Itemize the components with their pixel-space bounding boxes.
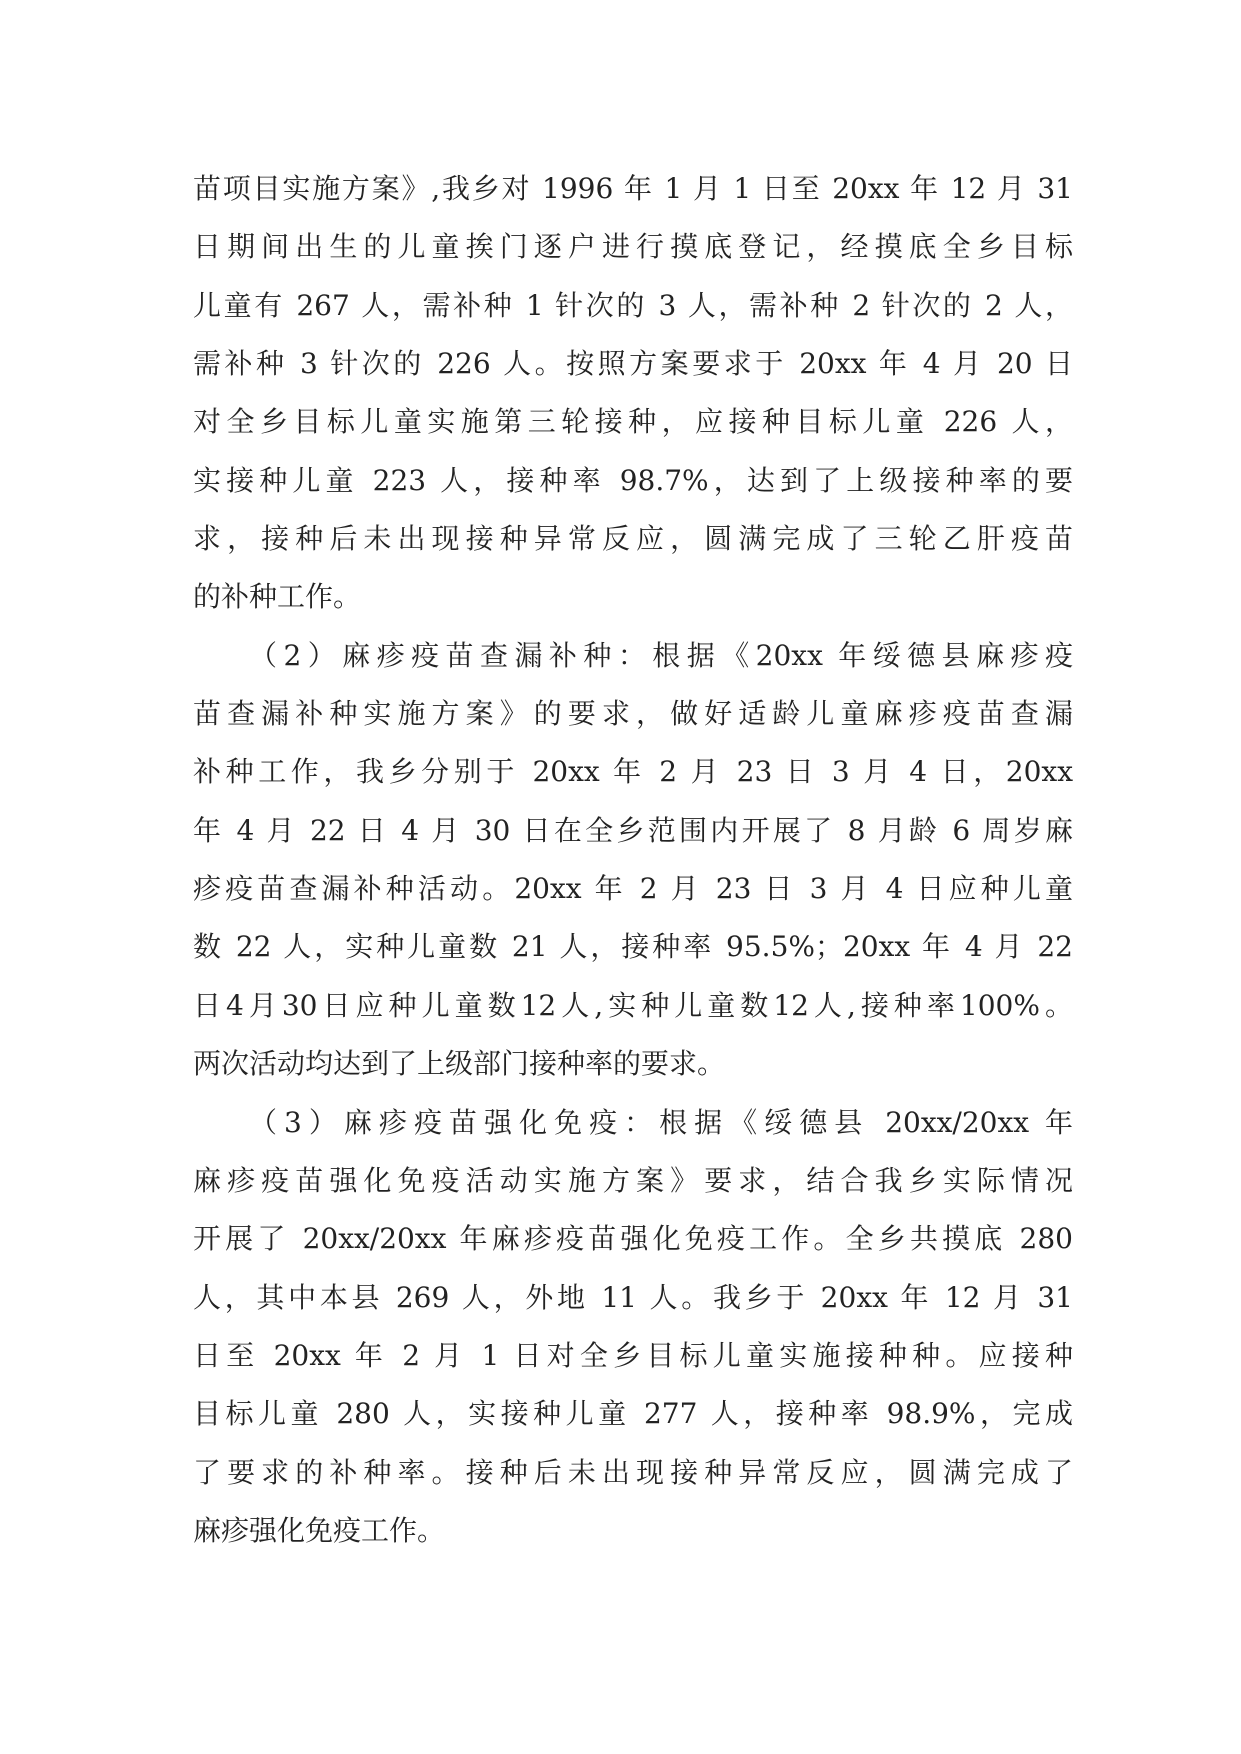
- text-line: 日期间出生的儿童挨门逐户进行摸底登记，经摸底全乡目标: [193, 230, 1073, 264]
- text-line: 需补种 3 针次的 226 人。按照方案要求于 20xx 年 4 月 20 日: [193, 347, 1073, 381]
- text-line: 麻疹强化免疫工作。: [193, 1513, 446, 1547]
- paragraph-hepb-continuation: [193, 160, 1073, 627]
- text-line: 年 4 月 22 日 4 月 30 日在全乡范围内开展了 8 月龄 6 周岁麻: [193, 813, 1073, 847]
- text-line: 求，接种后未出现接种异常反应，圆满完成了三轮乙肝疫苗: [193, 522, 1073, 556]
- text-line: 麻疹疫苗强化免疫活动实施方案》要求，结合我乡实际情况: [193, 1163, 1073, 1197]
- text-line: 了要求的补种率。接种后未出现接种异常反应，圆满完成了: [193, 1455, 1073, 1489]
- text-line: （2）麻疹疫苗查漏补种：根据《20xx 年绥德县麻疹疫: [249, 638, 1073, 672]
- text-line: 目标儿童 280 人，实接种儿童 277 人，接种率 98.9%，完成: [193, 1397, 1073, 1431]
- text-line: 的补种工作。: [193, 580, 362, 614]
- text-line: 两次活动均达到了上级部门接种率的要求。: [193, 1047, 726, 1081]
- document-body: [193, 160, 1073, 1560]
- paragraph-measles-sia: [193, 1094, 1073, 1561]
- text-line: 苗查漏补种实施方案》的要求，做好适龄儿童麻疹疫苗查漏: [193, 697, 1073, 731]
- paragraph-measles-catchup: [193, 627, 1073, 1094]
- text-line: 人，其中本县 269 人，外地 11 人。我乡于 20xx 年 12 月 31: [193, 1280, 1073, 1314]
- text-line: 日至 20xx 年 2 月 1 日对全乡目标儿童实施接种种。应接种: [193, 1338, 1073, 1372]
- text-line: 苗项目实施方案》,我乡对 1996 年 1 月 1 日至 20xx 年 12 月 31: [193, 172, 1073, 205]
- text-line: 日4月30日应种儿童数12人,实种儿童数12人,接种率100%。: [193, 988, 1073, 1022]
- text-line: 实接种儿童 223 人，接种率 98.7%，达到了上级接种率的要: [193, 463, 1073, 497]
- text-line: 疹疫苗查漏补种活动。20xx 年 2 月 23 日 3 月 4 日应种儿童: [193, 872, 1073, 906]
- text-line: 儿童有 267 人，需补种 1 针次的 3 人，需补种 2 针次的 2 人，: [193, 288, 1073, 322]
- text-line: 补种工作，我乡分别于 20xx 年 2 月 23 日 3 月 4 日，20xx: [193, 755, 1073, 789]
- text-line: 对全乡目标儿童实施第三轮接种，应接种目标儿童 226 人，: [193, 405, 1073, 439]
- text-line: （3）麻疹疫苗强化免疫：根据《绥德县 20xx/20xx 年: [249, 1105, 1073, 1139]
- text-line: 开展了 20xx/20xx 年麻疹疫苗强化免疫工作。全乡共摸底 280: [193, 1222, 1073, 1256]
- text-line: 数 22 人，实种儿童数 21 人，接种率 95.5%；20xx 年 4 月 22: [193, 930, 1073, 964]
